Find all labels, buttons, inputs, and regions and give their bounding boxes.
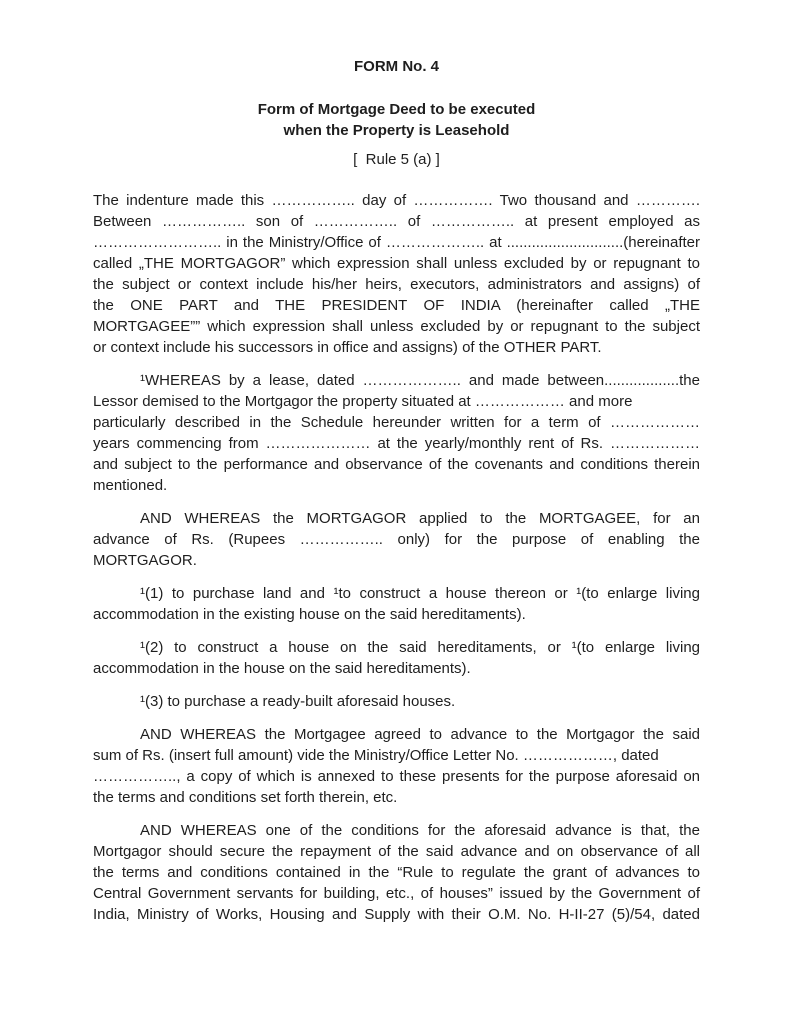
whereas-lease-paragraph [93,370,700,496]
document-body [93,190,700,925]
text-line: or context include his successors in office and assigns) of the OTHER PART. [93,339,602,356]
text-line: AND WHEREAS the Mortgagee agreed to advance to the Mortgagor the said [140,726,700,743]
text-line: Central Government servants for building, etc., of houses” issued by the Government of [93,885,700,902]
text-line: AND WHEREAS one of the conditions for the aforesaid advance is that, the [140,822,700,839]
document-title-line-1: Form of Mortgage Deed to be executed [257,101,536,118]
whereas-advance-application-paragraph [93,508,700,571]
purpose-clause-1 [93,583,700,625]
purpose-clause-2 [93,637,700,679]
text-line: ¹(1) to purchase land and ¹to construct a house thereon or ¹(to enlarge living [140,585,700,602]
text-line: advance of Rs. (Rupees …………….. only) for the purpose of enabling the [93,531,700,548]
text-line: sum of Rs. (insert full amount) vide the Ministry/Office Letter No. ………………, dated [93,747,659,764]
text-line: …………………….. in the Ministry/Office of ……………….. at ............................(hereinafter [93,234,700,251]
text-line: MORTGAGOR. [93,552,197,569]
text-line: Between …………….. son of …………….. of …………….. at present employed as [93,213,700,230]
text-line: years commencing from ………………… at the yearly/monthly rent of Rs. ……………… [93,435,700,452]
text-line: MORTGAGEE”” which expression shall unless excluded by or repugnant to the subject [93,318,700,335]
document-title [93,99,700,141]
text-line: called „THE MORTGAGOR” which expression shall unless excluded by or repugnant to [93,255,700,272]
text-line: the ONE PART and THE PRESIDENT OF INDIA (hereinafter called „THE [93,297,700,314]
text-line: accommodation in the house on the said hereditaments). [93,660,471,677]
text-line: particularly described in the Schedule hereunder written for a term of ……………… [93,414,700,431]
rule-reference: [ Rule 5 (a) ] [353,151,440,168]
text-line: the terms and conditions set forth therein, etc. [93,789,398,806]
text-line: ¹(3) to purchase a ready-built aforesaid houses. [140,693,456,710]
text-line: India, Ministry of Works, Housing and Supply with their O.M. No. H-II-27 (5)/54, dated [93,906,700,923]
whereas-agreement-paragraph [93,724,700,808]
text-line: the subject or context include his/her heirs, executors, administrators and assigns) of [93,276,700,293]
text-line: AND WHEREAS the MORTGAGOR applied to the MORTGAGEE, for an [140,510,700,527]
text-line: ¹(2) to construct a house on the said hereditaments, or ¹(to enlarge living [140,639,700,656]
text-line: the terms and conditions contained in the “Rule to regulate the grant of advances to [93,864,700,881]
text-line: …………….., a copy of which is annexed to these presents for the purpose aforesaid on [93,768,700,785]
text-line: ¹WHEREAS by a lease, dated ……………….. and made between..................the [140,372,700,389]
text-line: accommodation in the existing house on the said hereditaments). [93,606,526,623]
text-line: and subject to the performance and observance of the covenants and conditions therein [93,456,700,473]
whereas-conditions-paragraph [93,820,700,925]
text-line: Lessor demised to the Mortgagor the property situated at ……………… and more [93,393,633,410]
purpose-clause-3 [93,691,700,712]
text-line: mentioned. [93,477,168,494]
form-number-heading: FORM No. 4 [354,58,439,75]
text-line: The indenture made this …………….. day of ……………. Two thousand and …………. [93,192,700,209]
text-line: Mortgagor should secure the repayment of the said advance and on observance of all [93,843,700,860]
opening-paragraph [93,190,700,358]
document-title-line-2: when the Property is Leasehold [283,122,510,139]
